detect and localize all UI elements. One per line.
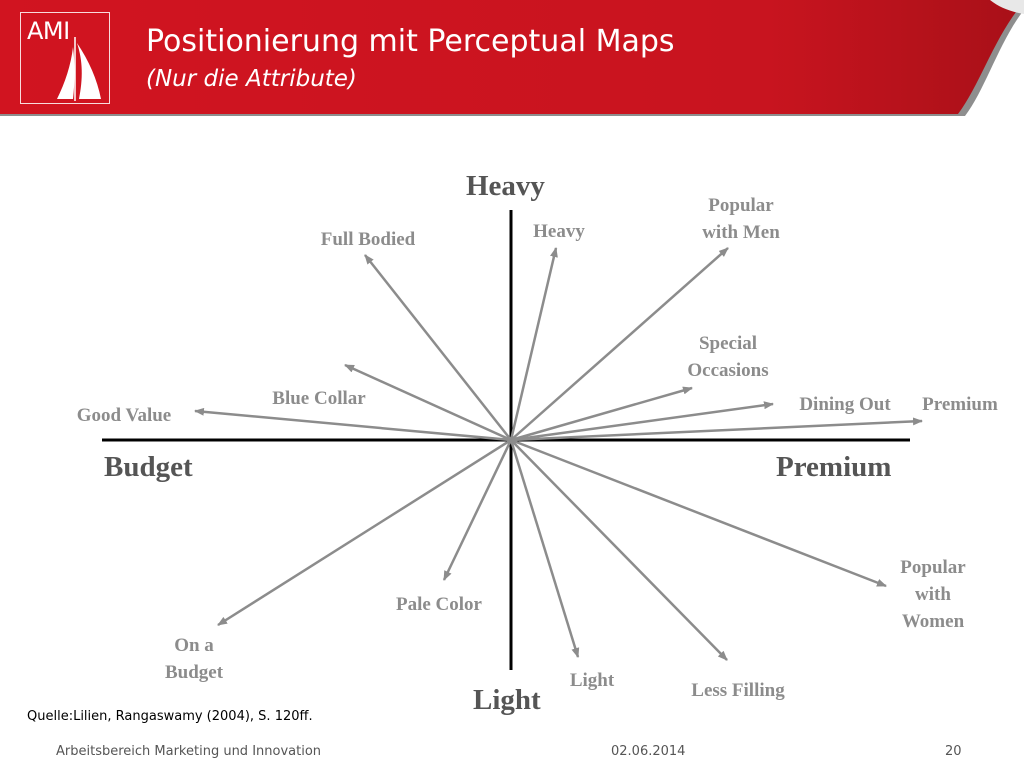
axis-label-light: Light (473, 684, 541, 716)
attribute-light: Light (569, 670, 615, 691)
source-citation: Quelle:Lilien, Rangaswamy (2004), S. 120ff. (27, 709, 313, 724)
axis-label-premium: Premium (776, 451, 892, 483)
vector-full-bodied (365, 255, 511, 440)
attribute-dining-out: Dining Out (799, 394, 891, 415)
attribute-pale-color: Pale Color (395, 594, 482, 615)
attribute-on-a-budget: On a Budget (164, 635, 224, 683)
axis-label-budget: Budget (104, 451, 193, 483)
attribute-popular-with-men: Popular with Men (702, 195, 780, 243)
page-title: Positionierung mit Perceptual Maps (146, 24, 675, 59)
attribute-good-value: Good Value (76, 405, 172, 426)
footer-department: Arbeitsbereich Marketing und Innovation (56, 744, 322, 759)
attribute-less-filling: Less Filling (691, 680, 785, 701)
vector-heavy (511, 248, 556, 440)
attribute-full-bodied: Full Bodied (320, 229, 416, 250)
footer-date: 02.06.2014 (611, 744, 686, 759)
logo-text: AMI (27, 17, 70, 45)
attribute-heavy: Heavy (533, 221, 585, 242)
footer-page-number: 20 (945, 744, 962, 759)
axis-label-heavy: Heavy (466, 170, 545, 202)
attribute-premium: Premium (922, 394, 998, 415)
attribute-blue-collar: Blue Collar (272, 388, 366, 409)
vector-good-value (195, 411, 511, 440)
attribute-special-occasions: Special Occasions (687, 333, 769, 381)
page-subtitle: (Nur die Attribute) (146, 66, 357, 92)
attribute-popular-with-women: Popular with Women (900, 557, 966, 632)
vector-less-filling (511, 440, 727, 660)
